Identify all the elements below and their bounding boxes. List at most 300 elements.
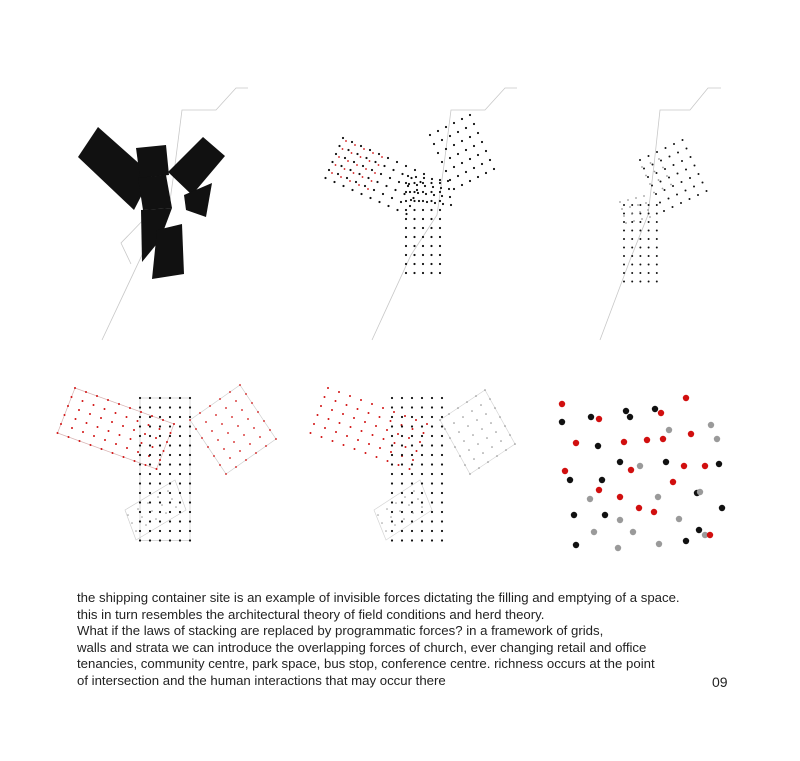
scatter-dot: [602, 512, 608, 518]
grid-dot: [235, 400, 237, 402]
grid-dot: [631, 255, 633, 257]
grid-dot: [189, 406, 191, 408]
grid-dot: [382, 193, 384, 195]
grid-dot: [335, 400, 337, 402]
grid-dot: [169, 482, 171, 484]
grid-dot: [235, 466, 237, 468]
grid-dot: [412, 197, 414, 199]
grid-dot: [445, 170, 447, 172]
grid-dot: [356, 153, 358, 155]
grid-dot: [149, 406, 151, 408]
grid-dot: [422, 218, 424, 220]
grid-dot: [166, 441, 168, 443]
grid-dot: [159, 501, 161, 503]
grid-dot: [159, 539, 161, 541]
grid-dot: [469, 180, 471, 182]
grid-dot: [332, 440, 334, 442]
scatter-dot: [623, 408, 629, 414]
grid-dot: [405, 218, 407, 220]
grid-dot: [431, 539, 433, 541]
grid-dot: [189, 473, 191, 475]
grid-dot: [231, 416, 233, 418]
grid-dot: [139, 406, 141, 408]
grid-dot: [430, 182, 432, 184]
scatter-dot: [587, 496, 593, 502]
grid-dot: [441, 492, 443, 494]
grid-dot: [320, 405, 322, 407]
grid-dot: [391, 492, 393, 494]
grid-dot: [449, 196, 451, 198]
grid-dot: [454, 446, 456, 448]
grid-dot: [57, 432, 59, 434]
grid-dot: [639, 238, 641, 240]
grid-dot: [433, 143, 435, 145]
grid-dot: [648, 221, 650, 223]
grid-dot: [201, 437, 203, 439]
grid-dot: [656, 151, 658, 153]
grid-dot: [394, 442, 396, 444]
grid-dot: [401, 173, 403, 175]
grid-dot: [476, 419, 478, 421]
grid-dot: [337, 173, 339, 175]
dot-grid-diagram-red-black-grey: [57, 384, 277, 542]
grid-dot: [408, 437, 410, 439]
grid-dot: [365, 168, 367, 170]
grid-dot: [401, 416, 403, 418]
grid-dot: [355, 181, 357, 183]
grid-dot: [441, 473, 443, 475]
grid-dot: [245, 393, 247, 395]
grid-dot: [79, 440, 81, 442]
grid-dot: [441, 195, 443, 197]
grid-dot: [229, 391, 231, 393]
grid-dot: [159, 463, 161, 465]
grid-dot: [430, 191, 432, 193]
grid-dot: [159, 482, 161, 484]
scatter-dot: [670, 479, 676, 485]
grid-dot: [139, 492, 141, 494]
grid-dot: [159, 406, 161, 408]
grid-dot: [159, 473, 161, 475]
grid-dot: [639, 247, 641, 249]
grid-dot: [405, 213, 407, 215]
grid-dot: [415, 176, 417, 178]
grid-dot: [401, 406, 403, 408]
grid-dot: [633, 220, 635, 222]
grid-dot: [442, 203, 444, 205]
grid-dot: [89, 413, 91, 415]
grid-dot: [449, 179, 451, 181]
grid-dot: [331, 161, 333, 163]
grid-dot: [342, 148, 344, 150]
scatter-dot: [651, 509, 657, 515]
grid-dot: [179, 501, 181, 503]
grid-dot: [417, 498, 419, 500]
scatter-dot: [596, 487, 602, 493]
grid-dot: [431, 473, 433, 475]
grid-dot: [426, 201, 428, 203]
grid-dot: [448, 413, 450, 415]
grid-dot: [422, 254, 424, 256]
grid-dot: [450, 204, 452, 206]
grid-dot: [351, 189, 353, 191]
grid-dot: [139, 425, 141, 427]
grid-dot: [623, 221, 625, 223]
grid-dot: [417, 192, 419, 194]
grid-dot: [421, 406, 423, 408]
grid-dot: [173, 423, 175, 425]
grid-dot: [405, 272, 407, 274]
grid-dot: [465, 171, 467, 173]
grid-dot: [259, 436, 261, 438]
grid-dot: [68, 436, 70, 438]
grid-dot: [162, 419, 164, 421]
grid-dot: [411, 444, 413, 446]
grid-dot: [169, 530, 171, 532]
grid-dot: [397, 433, 399, 435]
grid-dot: [469, 158, 471, 160]
scatter-dot: [559, 401, 565, 407]
grid-dot: [137, 420, 139, 422]
grid-dot: [149, 520, 151, 522]
grid-dot: [639, 204, 641, 206]
grid-dot: [159, 425, 161, 427]
grid-dot: [101, 448, 103, 450]
grid-dot: [477, 443, 479, 445]
block-center-top: [136, 145, 169, 178]
grid-dot: [219, 398, 221, 400]
grid-dot: [78, 409, 80, 411]
grid-dot: [104, 408, 106, 410]
grid-dot: [64, 414, 66, 416]
grid-dot: [461, 118, 463, 120]
grid-dot: [668, 198, 670, 200]
grid-dot: [401, 501, 403, 503]
grid-dot: [170, 432, 172, 434]
grid-outline: [140, 398, 190, 541]
grid-dot: [179, 444, 181, 446]
grid-dot: [639, 211, 641, 213]
grid-dot: [374, 161, 376, 163]
grid-dot: [179, 473, 181, 475]
grid-dot: [677, 152, 679, 154]
grid-dot: [430, 245, 432, 247]
grid-dot: [126, 447, 128, 449]
grid-dot: [207, 446, 209, 448]
grid-dot: [275, 438, 277, 440]
grid-dot: [189, 530, 191, 532]
grid-dot: [623, 238, 625, 240]
grid-dot: [663, 210, 665, 212]
grid-dot: [155, 437, 157, 439]
grid-dot: [676, 194, 678, 196]
grid-dot: [175, 506, 177, 508]
grid-dot: [662, 167, 664, 169]
grid-dot: [390, 516, 392, 518]
grid-dot: [327, 387, 329, 389]
grid-dot: [321, 436, 323, 438]
grid-dot: [681, 181, 683, 183]
grid-dot: [133, 429, 135, 431]
scatter-dot: [567, 477, 573, 483]
grid-dot: [637, 204, 639, 206]
grid-dot: [635, 197, 637, 199]
scatter-dot: [630, 529, 636, 535]
grid-dot: [422, 263, 424, 265]
grid-dot: [405, 200, 407, 202]
grid-outline: [190, 385, 276, 474]
grid-dot: [409, 205, 411, 207]
grid-dot: [405, 165, 407, 167]
site-boundary-line: [600, 88, 721, 340]
grid-dot: [422, 191, 424, 193]
grid-dot: [362, 176, 364, 178]
grid-dot: [137, 508, 139, 510]
grid-dot: [331, 409, 333, 411]
grid-dot: [447, 180, 449, 182]
grid-dot: [245, 459, 247, 461]
grid-dot: [379, 416, 381, 418]
grid-dot: [431, 520, 433, 522]
grid-dot: [441, 444, 443, 446]
grid-dot: [619, 201, 621, 203]
grid-dot: [413, 263, 415, 265]
grid-dot: [421, 506, 423, 508]
grid-dot: [464, 464, 466, 466]
grid-dot: [215, 414, 217, 416]
grid-dot: [433, 194, 435, 196]
grid-dot: [149, 463, 151, 465]
scatter-dot: [655, 494, 661, 500]
grid-dot: [431, 416, 433, 418]
grid-dot: [159, 444, 161, 446]
grid-dot: [448, 188, 450, 190]
grid-dot: [469, 136, 471, 138]
grid-dot: [398, 181, 400, 183]
grid-dot: [471, 410, 473, 412]
grid-dot: [169, 539, 171, 541]
grid-dot: [411, 501, 413, 503]
grid-dot: [631, 204, 633, 206]
grid-dot: [651, 185, 653, 187]
grid-dot: [387, 460, 389, 462]
grid-dot: [356, 164, 358, 166]
grid-dot: [631, 230, 633, 232]
grid-dot: [463, 440, 465, 442]
grid-dot: [655, 193, 657, 195]
grid-dot: [141, 442, 143, 444]
scatter-dot: [681, 463, 687, 469]
grid-dot: [408, 504, 410, 506]
scatter-dot: [573, 440, 579, 446]
grid-dot: [404, 415, 406, 417]
grid-dot: [241, 409, 243, 411]
grid-dot: [426, 423, 428, 425]
grid-dot: [405, 209, 407, 211]
grid-dot: [313, 423, 315, 425]
grid-dot: [401, 530, 403, 532]
block-lower-leg: [152, 224, 184, 279]
grid-dot: [253, 427, 255, 429]
scatter-dot: [656, 541, 662, 547]
grid-dot: [156, 468, 158, 470]
grid-dot: [444, 428, 446, 430]
grid-dot: [151, 415, 153, 417]
grid-dot: [96, 395, 98, 397]
grid-dot: [441, 406, 443, 408]
grid-dot: [431, 435, 433, 437]
grid-dot: [453, 122, 455, 124]
grid-dot: [639, 255, 641, 257]
grid-dot: [376, 456, 378, 458]
grid-dot: [189, 501, 191, 503]
grid-dot: [112, 452, 114, 454]
grid-dot: [358, 184, 360, 186]
grid-dot: [686, 148, 688, 150]
grid-dot: [350, 426, 352, 428]
grid-dot: [439, 419, 441, 421]
grid-dot: [381, 522, 383, 524]
grid-dot: [372, 434, 374, 436]
grid-dot: [381, 156, 383, 158]
caption-text: [77, 590, 717, 690]
grid-dot: [71, 427, 73, 429]
grid-dot: [660, 160, 662, 162]
grid-dot: [353, 161, 355, 163]
grid-dot: [459, 455, 461, 457]
page-number: 09: [712, 674, 728, 690]
grid-dot: [189, 511, 191, 513]
grid-dot: [179, 435, 181, 437]
grid-dot: [179, 511, 181, 513]
grid-dot: [412, 512, 414, 514]
grid-dot: [346, 404, 348, 406]
grid-dot: [486, 437, 488, 439]
grid-dot: [139, 530, 141, 532]
scatter-dot: [663, 459, 669, 465]
grid-dot: [623, 213, 625, 215]
grid-dot: [477, 154, 479, 156]
grid-dot: [396, 209, 398, 211]
grid-dot: [453, 166, 455, 168]
grid-dot: [647, 176, 649, 178]
grid-dot: [391, 473, 393, 475]
grid-dot: [421, 435, 423, 437]
grid-dot: [360, 156, 362, 158]
grid-dot: [393, 411, 395, 413]
grid-dot: [342, 137, 344, 139]
grid-dot: [251, 402, 253, 404]
scatter-dot: [658, 410, 664, 416]
grid-dot: [648, 247, 650, 249]
grid-dot: [648, 272, 650, 274]
grid-dot: [335, 164, 337, 166]
grid-dot: [413, 182, 415, 184]
grid-dot: [401, 482, 403, 484]
grid-dot: [411, 539, 413, 541]
grid-dot: [441, 161, 443, 163]
grid-dot: [93, 404, 95, 406]
grid-dot: [439, 227, 441, 229]
grid-outline: [125, 480, 186, 540]
scatter-dot: [652, 406, 658, 412]
grid-dot: [411, 406, 413, 408]
grid-dot: [478, 467, 480, 469]
grid-dot: [494, 407, 496, 409]
dot-grid-diagram-two-tone: [324, 88, 517, 340]
grid-dot: [391, 425, 393, 427]
grid-dot: [422, 236, 424, 238]
grid-dot: [353, 172, 355, 174]
grid-dot: [643, 168, 645, 170]
grid-dot: [421, 501, 423, 503]
grid-dot: [369, 197, 371, 199]
grid-dot: [441, 425, 443, 427]
grid-dot: [468, 449, 470, 451]
grid-dot: [411, 397, 413, 399]
grid-dot: [411, 454, 413, 456]
grid-dot: [149, 473, 151, 475]
grid-dot: [239, 384, 241, 386]
grid-dot: [139, 454, 141, 456]
grid-dot: [457, 153, 459, 155]
grid-dot: [685, 190, 687, 192]
grid-dot: [430, 227, 432, 229]
scatter-dot: [571, 512, 577, 518]
grid-dot: [139, 539, 141, 541]
grid-dot: [111, 421, 113, 423]
grid-dot: [514, 443, 516, 445]
grid-dot: [189, 482, 191, 484]
grid-dot: [623, 281, 625, 283]
grid-dot: [441, 463, 443, 465]
scatter-dot: [617, 494, 623, 500]
grid-dot: [648, 281, 650, 283]
grid-dot: [421, 511, 423, 513]
grid-dot: [67, 405, 69, 407]
grid-dot: [623, 272, 625, 274]
grid-dot: [368, 412, 370, 414]
grid-dot: [411, 482, 413, 484]
grid-dot: [441, 435, 443, 437]
grid-dot: [422, 209, 424, 211]
grid-dot: [485, 413, 487, 415]
grid-dot: [171, 498, 173, 500]
grid-dot: [93, 435, 95, 437]
grid-dot: [85, 391, 87, 393]
grid-dot: [631, 213, 633, 215]
grid-dot: [425, 193, 427, 195]
grid-dot: [647, 209, 649, 211]
grid-dot: [149, 492, 151, 494]
grid-dot: [205, 421, 207, 423]
grid-dot: [473, 123, 475, 125]
grid-dot: [149, 425, 151, 427]
grid-dot: [391, 435, 393, 437]
grid-dot: [489, 159, 491, 161]
grid-dot: [418, 200, 420, 202]
grid-dot: [653, 192, 655, 194]
grid-dot: [378, 153, 380, 155]
grid-dot: [369, 160, 371, 162]
grid-dot: [407, 185, 409, 187]
grid-dot: [100, 417, 102, 419]
grid-dot: [439, 245, 441, 247]
grid-dot: [441, 511, 443, 513]
grid-dot: [357, 439, 359, 441]
grid-dot: [421, 416, 423, 418]
grid-dot: [623, 255, 625, 257]
